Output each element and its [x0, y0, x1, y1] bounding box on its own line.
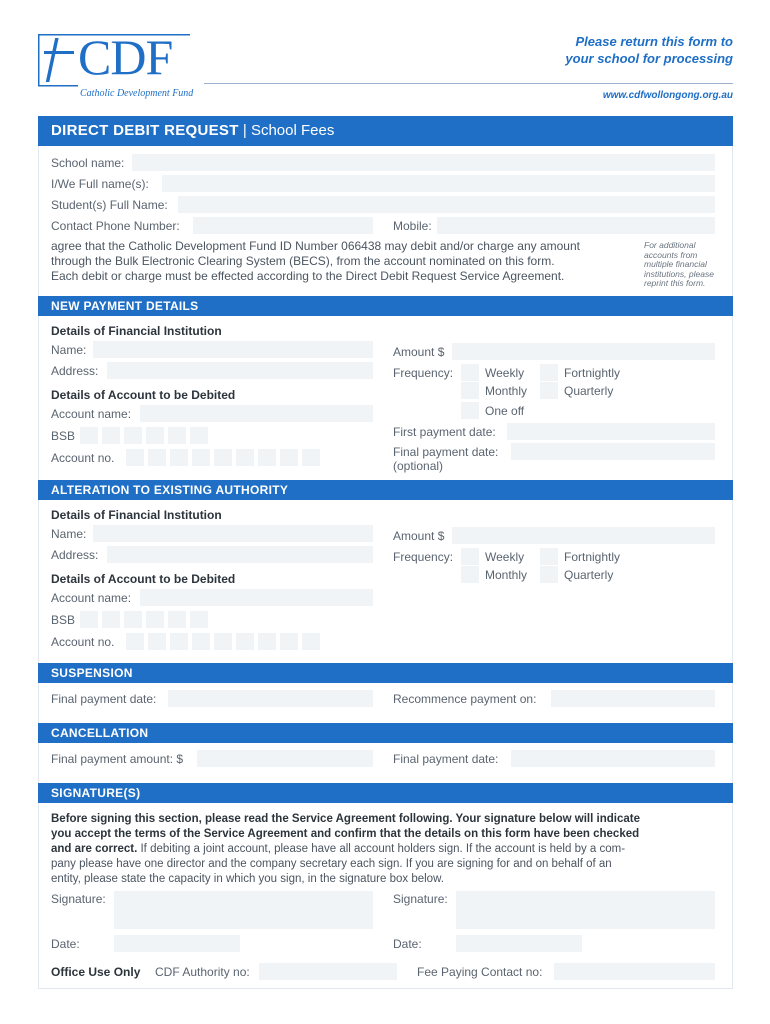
- signature-1-label: Signature:: [51, 892, 106, 906]
- agreement-line-3: Each debit or charge must be effected according to the Direct Debit Request Service Agreement.: [51, 269, 565, 283]
- np-bsb-digit[interactable]: [146, 427, 164, 444]
- alt-bsb-digit[interactable]: [168, 611, 186, 628]
- np-fortnightly-checkbox[interactable]: [540, 364, 558, 381]
- np-account-name-input[interactable]: [140, 405, 373, 422]
- alt-bsb-digit[interactable]: [102, 611, 120, 628]
- panel-bottom-border: [38, 988, 733, 989]
- alt-account-digit[interactable]: [214, 633, 232, 650]
- alt-frequency-label: Frequency:: [393, 550, 454, 564]
- contact-phone-input[interactable]: [193, 217, 373, 234]
- date-2-label: Date:: [393, 937, 422, 951]
- alt-account-heading: Details of Account to be Debited: [51, 572, 236, 586]
- mobile-label: Mobile:: [393, 219, 432, 233]
- cdf-authority-input[interactable]: [259, 963, 397, 980]
- suspension-heading: SUSPENSION: [38, 663, 733, 683]
- alt-account-digit[interactable]: [148, 633, 166, 650]
- agreement-line-2: through the Bulk Electronic Clearing System (BECS), from the account nominated on this form.: [51, 254, 555, 268]
- alt-quarterly-label: Quarterly: [564, 568, 614, 582]
- return-note-line2: your school for processing: [565, 51, 733, 66]
- header-divider: [204, 83, 733, 84]
- susp-recommence-input[interactable]: [551, 690, 715, 707]
- np-account-digit[interactable]: [170, 449, 188, 466]
- np-final-payment-input[interactable]: [511, 443, 715, 460]
- form-title-separator: |: [242, 122, 247, 139]
- np-account-no-label: Account no.: [51, 451, 115, 465]
- new-payment-heading: NEW PAYMENT DETAILS: [38, 296, 733, 316]
- np-monthly-label: Monthly: [485, 384, 528, 398]
- alt-monthly-checkbox[interactable]: [461, 566, 479, 583]
- form-title: [38, 116, 733, 146]
- np-quarterly-checkbox[interactable]: [540, 382, 558, 399]
- susp-final-payment-input[interactable]: [168, 690, 373, 707]
- np-one-off-label: One off: [485, 404, 525, 418]
- alt-bsb-digit[interactable]: [124, 611, 142, 628]
- np-final-payment-label: Final payment date:: [393, 445, 499, 459]
- signature-2-box[interactable]: [456, 891, 715, 929]
- alt-account-name-input[interactable]: [140, 589, 373, 606]
- alt-weekly-label: Weekly: [485, 550, 525, 564]
- office-use-label: Office Use Only: [51, 965, 141, 979]
- alt-weekly-checkbox[interactable]: [461, 548, 479, 565]
- cancellation-heading: CANCELLATION: [38, 723, 733, 743]
- np-optional-label: (optional): [393, 459, 444, 473]
- return-note-line1: Please return this form to: [575, 34, 733, 49]
- sig-instr-line-2: you accept the terms of the Service Agreement and confirm that the details on this form have been checked: [51, 828, 640, 840]
- np-name-label: Name:: [51, 343, 87, 357]
- agreement-text: [51, 239, 636, 284]
- cdf-authority-label: CDF Authority no:: [155, 965, 250, 979]
- canc-final-amount-label: Final payment amount: $: [51, 752, 184, 766]
- np-first-payment-label: First payment date:: [393, 425, 496, 439]
- date-1-label: Date:: [51, 937, 80, 951]
- alt-bsb-digit[interactable]: [80, 611, 98, 628]
- date-1-input[interactable]: [114, 935, 240, 952]
- alt-fortnightly-checkbox[interactable]: [540, 548, 558, 565]
- alt-bsb-digit[interactable]: [190, 611, 208, 628]
- signature-1-box[interactable]: [114, 891, 373, 929]
- alt-fin-inst-heading: Details of Financial Institution: [51, 508, 222, 522]
- alt-account-digit[interactable]: [170, 633, 188, 650]
- canc-final-date-label: Final payment date:: [393, 752, 499, 766]
- school-name-input[interactable]: [132, 154, 715, 171]
- sig-instr-line-3-bold: and are correct.: [51, 843, 138, 855]
- contact-phone-label: Contact Phone Number:: [51, 219, 180, 233]
- alt-account-digit[interactable]: [302, 633, 320, 650]
- date-2-input[interactable]: [456, 935, 582, 952]
- np-address-input[interactable]: [107, 362, 373, 379]
- np-bsb-digit[interactable]: [168, 427, 186, 444]
- alteration-heading: ALTERATION TO EXISTING AUTHORITY: [38, 480, 733, 500]
- np-one-off-checkbox[interactable]: [461, 402, 479, 419]
- np-bsb-digit[interactable]: [102, 427, 120, 444]
- susp-recommence-label: Recommence payment on:: [393, 692, 537, 706]
- alt-address-label: Address:: [51, 548, 99, 562]
- students-label: Student(s) Full Name:: [51, 198, 168, 212]
- form-title-sub: School Fees: [250, 122, 335, 139]
- np-account-digit[interactable]: [258, 449, 276, 466]
- sig-instr-line-3: If debiting a joint account, please have all account holders sign. If the account is held by a com-: [137, 843, 626, 855]
- full-names-label: I/We Full name(s):: [51, 177, 149, 191]
- np-account-digit[interactable]: [214, 449, 232, 466]
- alt-account-digit[interactable]: [236, 633, 254, 650]
- np-bsb-digit[interactable]: [80, 427, 98, 444]
- alt-name-label: Name:: [51, 527, 87, 541]
- alt-name-input[interactable]: [93, 525, 373, 542]
- np-account-heading: Details of Account to be Debited: [51, 388, 236, 402]
- sig-instr-line-1: Before signing this section, please read the Service Agreement following. Your signature below will indicate: [51, 813, 640, 825]
- alt-account-name-label: Account name:: [51, 591, 132, 605]
- np-amount-label: Amount $: [393, 345, 445, 359]
- np-account-digit[interactable]: [302, 449, 320, 466]
- return-note: [565, 33, 733, 67]
- students-input[interactable]: [178, 196, 715, 213]
- alt-account-digit[interactable]: [126, 633, 144, 650]
- np-account-digit[interactable]: [126, 449, 144, 466]
- np-first-payment-input[interactable]: [507, 423, 715, 440]
- canc-final-date-input[interactable]: [511, 750, 715, 767]
- logo-text: CDF: [78, 29, 173, 85]
- side-note: For additional accounts from multiple financial institutions, please reprint this form.: [644, 240, 714, 288]
- np-address-label: Address:: [51, 364, 99, 378]
- sig-instr-line-5: entity, please state the capacity in which you sign, in the signature box below.: [51, 873, 444, 885]
- alt-amount-input[interactable]: [452, 527, 715, 544]
- np-account-digit[interactable]: [236, 449, 254, 466]
- alt-bsb-digit[interactable]: [146, 611, 164, 628]
- susp-final-payment-label: Final payment date:: [51, 692, 157, 706]
- alt-amount-label: Amount $: [393, 529, 445, 543]
- np-name-input[interactable]: [93, 341, 373, 358]
- alt-account-digit[interactable]: [192, 633, 210, 650]
- signatures-heading: SIGNATURE(S): [38, 783, 733, 803]
- mobile-input[interactable]: [437, 217, 715, 234]
- alt-account-digit[interactable]: [280, 633, 298, 650]
- np-weekly-label: Weekly: [485, 366, 525, 380]
- alt-account-no-label: Account no.: [51, 635, 115, 649]
- fee-contact-input[interactable]: [554, 963, 715, 980]
- form-title-main: DIRECT DEBIT REQUEST: [51, 122, 239, 139]
- fee-contact-label: Fee Paying Contact no:: [417, 965, 543, 979]
- np-frequency-label: Frequency:: [393, 366, 454, 380]
- canc-final-amount-input[interactable]: [197, 750, 373, 767]
- signature-instructions: [51, 812, 721, 887]
- cdf-logo: [38, 29, 194, 104]
- alt-quarterly-checkbox[interactable]: [540, 566, 558, 583]
- alt-bsb-label: BSB: [51, 613, 76, 627]
- agreement-line-1: agree that the Catholic Development Fund ID Number 066438 may debit and/or charge any amount: [51, 239, 580, 253]
- np-bsb-label: BSB: [51, 429, 76, 443]
- alt-fortnightly-label: Fortnightly: [564, 550, 621, 564]
- np-monthly-checkbox[interactable]: [461, 382, 479, 399]
- np-quarterly-label: Quarterly: [564, 384, 614, 398]
- np-weekly-checkbox[interactable]: [461, 364, 479, 381]
- full-names-input[interactable]: [162, 175, 715, 192]
- signature-2-label: Signature:: [393, 892, 448, 906]
- alt-monthly-label: Monthly: [485, 568, 528, 582]
- alt-account-digit[interactable]: [258, 633, 276, 650]
- np-fin-inst-heading: Details of Financial Institution: [51, 324, 222, 338]
- school-name-label: School name:: [51, 156, 125, 170]
- np-bsb-digit[interactable]: [124, 427, 142, 444]
- np-account-digit[interactable]: [280, 449, 298, 466]
- sig-instr-line-4: pany please have one director and the company secretary each sign. If you are signing for and on behalf of an: [51, 858, 612, 870]
- np-account-name-label: Account name:: [51, 407, 132, 421]
- website-link[interactable]: www.cdfwollongong.org.au: [602, 90, 733, 101]
- np-fortnightly-label: Fortnightly: [564, 366, 621, 380]
- np-account-digit[interactable]: [192, 449, 210, 466]
- alt-address-input[interactable]: [107, 546, 373, 563]
- np-bsb-digit[interactable]: [190, 427, 208, 444]
- logo-subtitle: Catholic Development Fund: [80, 88, 194, 99]
- np-amount-input[interactable]: [452, 343, 715, 360]
- np-account-digit[interactable]: [148, 449, 166, 466]
